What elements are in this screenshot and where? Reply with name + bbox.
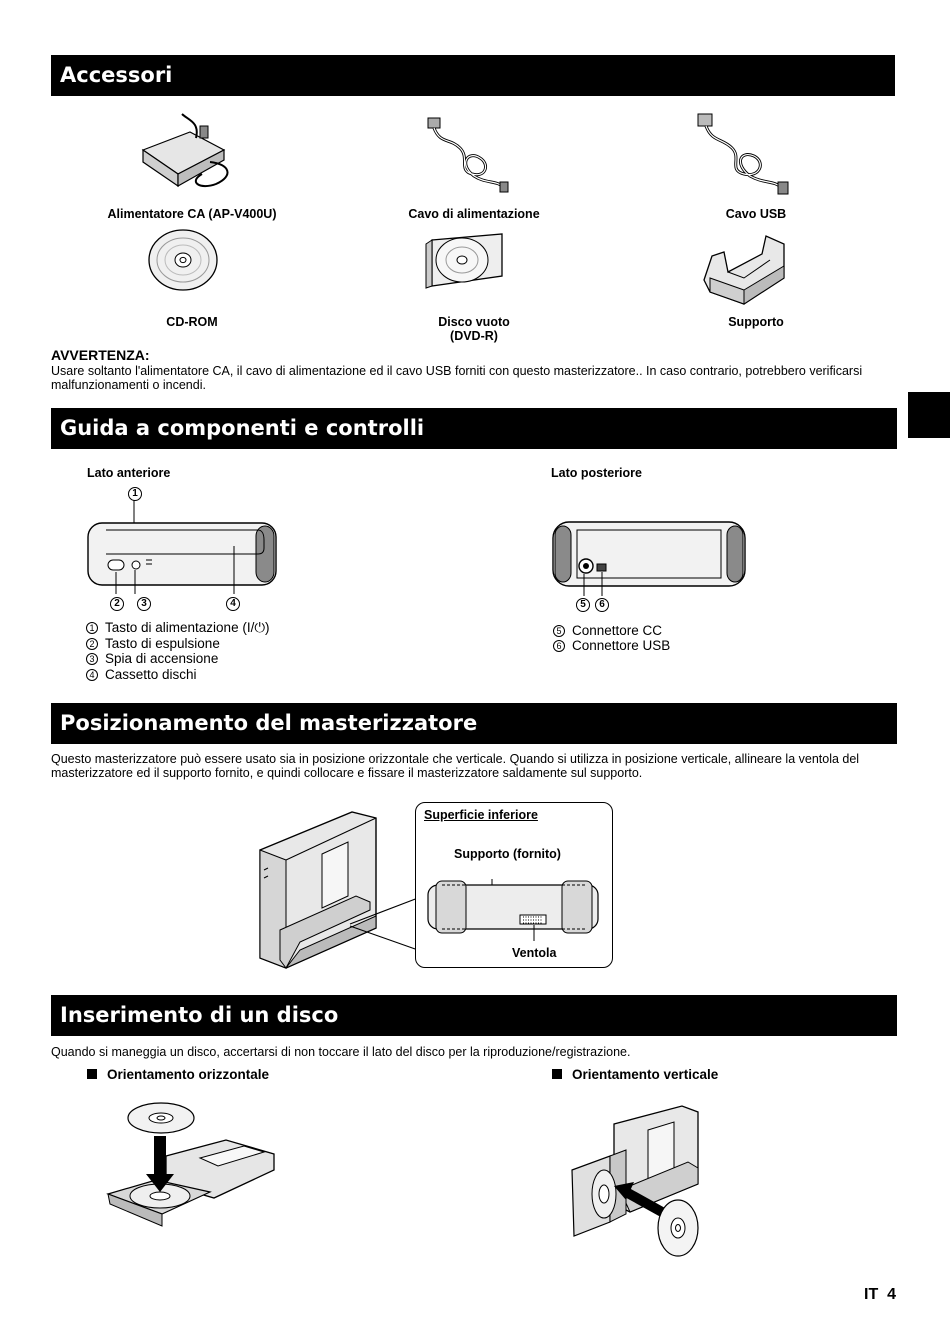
front-item-text: Spia di accensione <box>105 651 219 666</box>
bottom-surface-inset <box>415 802 613 968</box>
rear-item-6 <box>553 638 670 654</box>
front-item-text: Cassetto dischi <box>105 667 197 682</box>
warning-text: Usare soltanto l'alimentatore CA, il cavo di alimentazione ed il cavo USB forniti con questo masterizzatore.. In caso contrario, potrebbero verificarsi malfunzionamenti o incendi. <box>51 364 863 392</box>
bullet-square-icon <box>87 1069 97 1079</box>
front-view-drawing <box>86 486 280 586</box>
vertical-orientation-label: Orientamento verticale <box>572 1067 719 1082</box>
front-item-1 <box>86 620 270 636</box>
stand-icon <box>700 234 788 308</box>
cd-rom-icon <box>146 228 220 292</box>
inset-title: Superficie inferiore <box>424 808 538 822</box>
accessory-label-cd-rom: CD-ROM <box>166 315 218 329</box>
front-side-title: Lato anteriore <box>87 466 171 480</box>
rear-view-drawing <box>551 520 747 600</box>
rear-item-number: 6 <box>553 640 565 652</box>
section-header-inserimento: Inserimento di un disco <box>51 995 897 1036</box>
horizontal-orientation-label: Orientamento orizzontale <box>107 1067 270 1082</box>
support-label: Supporto (fornito) <box>454 847 561 861</box>
callout-2: 2 <box>110 597 124 611</box>
insertion-text: Quando si maneggia un disco, accertarsi di non toccare il lato del disco per la riproduzione/registrazione. <box>51 1045 631 1059</box>
front-item-number: 3 <box>86 653 98 665</box>
side-index-tab <box>908 392 950 438</box>
fan-label: Ventola <box>512 946 557 960</box>
horizontal-orientation-title <box>87 1067 269 1082</box>
blank-disc-label: Disco vuoto <box>438 315 510 329</box>
rear-item-5 <box>553 623 662 639</box>
front-item-4 <box>86 667 197 683</box>
power-cord-icon <box>420 114 510 194</box>
accessory-label-stand: Supporto <box>728 315 784 329</box>
front-item-number: 2 <box>86 638 98 650</box>
section-header-accessori: Accessori <box>51 55 895 96</box>
front-item-3 <box>86 651 218 667</box>
horizontal-insertion-drawing <box>106 1100 278 1230</box>
usb-cable-icon <box>694 112 790 196</box>
warning-title: AVVERTENZA: <box>51 347 150 363</box>
zoom-lines <box>350 894 420 954</box>
accessory-label-ac-adapter: Alimentatore CA (AP-V400U) <box>107 207 277 221</box>
rear-item-text: Connettore CC <box>572 623 663 638</box>
front-item-number: 1 <box>86 622 98 634</box>
rear-side-title: Lato posteriore <box>551 466 642 480</box>
page-number: IT 4 <box>864 1286 897 1303</box>
front-item-2 <box>86 636 220 652</box>
front-item-text: Tasto di alimentazione (I/⏻) <box>105 620 270 635</box>
ac-adapter-icon <box>138 112 238 194</box>
callout-1: 1 <box>128 487 142 501</box>
blank-disc-icon <box>424 232 504 288</box>
rear-item-text: Connettore USB <box>572 638 671 653</box>
callout-3: 3 <box>137 597 151 611</box>
vertical-orientation-title <box>552 1067 718 1082</box>
accessory-label-blank-disc <box>374 315 574 343</box>
accessory-label-power-cord: Cavo di alimentazione <box>408 207 540 221</box>
callout-5: 5 <box>576 598 590 612</box>
blank-disc-label-type: (DVD-R) <box>450 329 498 343</box>
front-item-number: 4 <box>86 669 98 681</box>
rear-item-number: 5 <box>553 625 565 637</box>
bullet-square-icon <box>552 1069 562 1079</box>
vertical-insertion-drawing <box>570 1104 710 1260</box>
section-header-guida: Guida a componenti e controlli <box>51 408 897 449</box>
front-item-text: Tasto di espulsione <box>105 636 220 651</box>
callout-6: 6 <box>595 598 609 612</box>
section-header-posizionamento: Posizionamento del masterizzatore <box>51 703 897 744</box>
positioning-text: Questo masterizzatore può essere usato sia in posizione orizzontale che verticale. Quando si utilizza in posizione verticale, allineare la ventola del masterizzatore ed il supporto fornito, e quindi collocare e fissare il masterizzatore saldamente sul supporto. <box>51 752 860 780</box>
callout-4: 4 <box>226 597 240 611</box>
accessory-label-usb-cable: Cavo USB <box>725 207 787 221</box>
